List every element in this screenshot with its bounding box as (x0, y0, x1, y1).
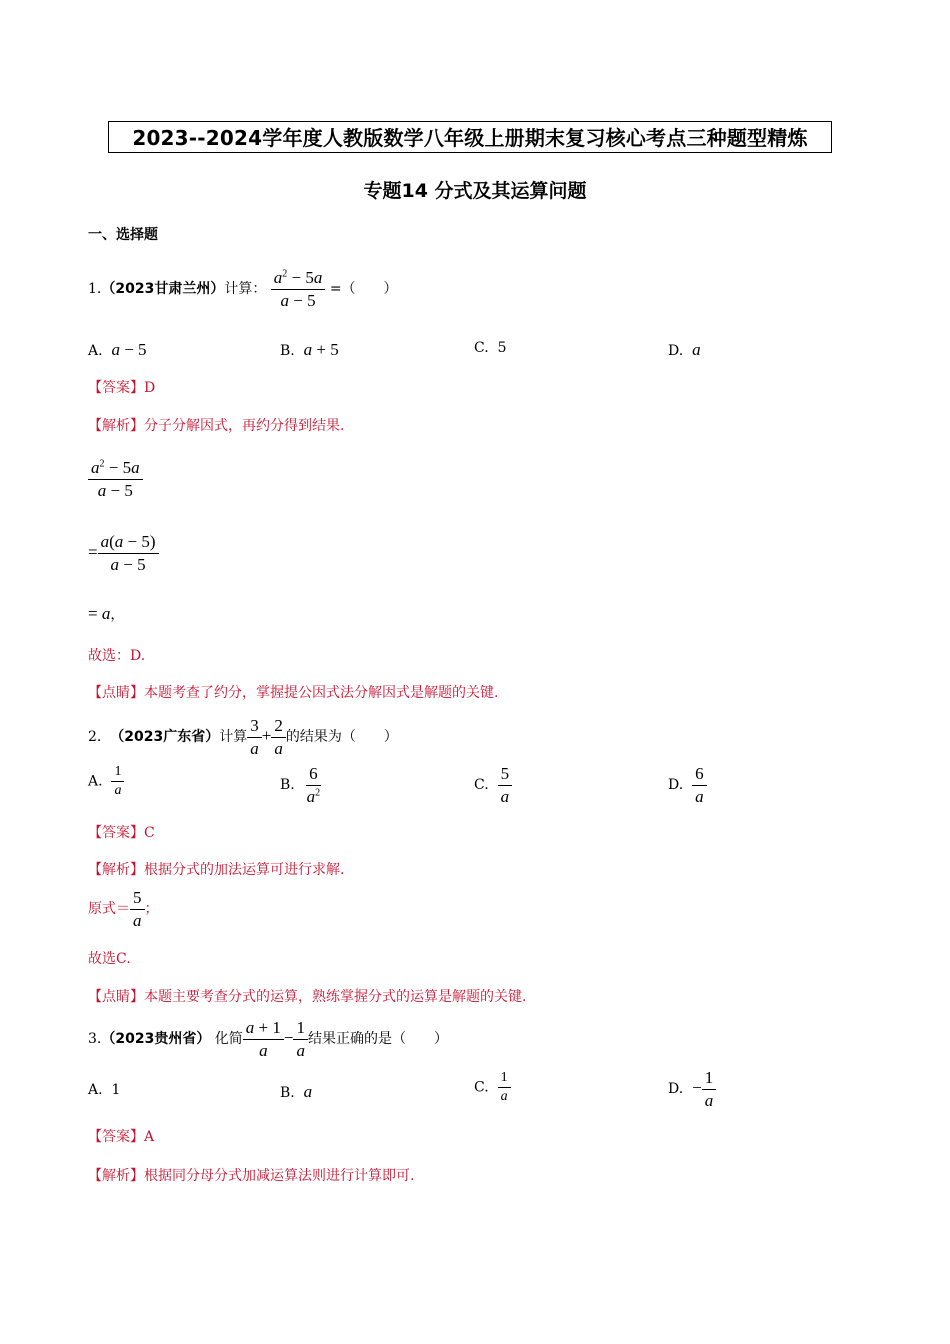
q1-blank: =（ ） (329, 281, 398, 298)
q1-number: 1. (88, 281, 102, 298)
q1-option-c: C. 5 (474, 340, 507, 356)
q1-text: 计算： (224, 281, 267, 298)
q1-analysis: 【解析】分子分解因式，再约分得到结果. (88, 418, 345, 434)
q1-fraction: $\frac{a^2 - 5a}{a - 5}$ (271, 268, 326, 310)
question-3: 3.（2023贵州省） 化简 $\frac{a + 1}{a}$ − $\frac{1}{a}$ 结果正确的是（ ） (88, 1018, 448, 1060)
q1-comment: 【点睛】本题考查了约分，掌握提公因式法分解因式是解题的关键. (88, 685, 499, 701)
q1-answer: 【答案】D (88, 380, 156, 396)
question-1 (88, 268, 398, 310)
q3-analysis: 【解析】根据同分母分式加减运算法则进行计算即可. (88, 1168, 415, 1184)
q1-option-a: A. a − 5 (88, 340, 147, 359)
q2-answer: 【答案】C (88, 825, 155, 841)
q1-step-1: $\frac{a^2 - 5a}{a - 5}$ (88, 458, 143, 500)
q1-option-b: B. a + 5 (280, 340, 339, 359)
q1-option-d: D. a (668, 340, 701, 359)
q2-conclusion: 故选C. (88, 951, 131, 967)
q2-option-a: A. $\frac{1}{a}$ (88, 764, 124, 799)
q3-answer: 【答案】A (88, 1129, 155, 1145)
question-2: 2. （2023广东省）计算 $\frac{3}{a}$ + $\frac{2}{a}$ 的结果为（ ） (88, 716, 398, 758)
q3-option-c: C. $\frac{1}{a}$ (474, 1070, 511, 1105)
q1-step-2: = $\frac{a(a - 5)}{a - 5}$ (88, 532, 159, 574)
q1-source: （2023甘肃兰州） (101, 281, 225, 298)
q1-conclusion: 故选：D. (88, 648, 146, 664)
q3-option-a: A. 1 (88, 1082, 121, 1098)
q2-option-b: B. $\frac{6}{a^2}$ (280, 764, 321, 806)
q2-analysis: 【解析】根据分式的加法运算可进行求解. (88, 862, 345, 878)
q2-step: 原式＝ $\frac{5}{a}$ ； (88, 888, 159, 930)
q2-comment: 【点睛】本题主要考查分式的运算，熟练掌握分式的运算是解题的关键. (88, 989, 527, 1005)
q2-option-c: C. $\frac{5}{a}$ (474, 764, 512, 806)
q3-option-b: B. a (280, 1082, 313, 1101)
section-heading: 一、选择题 (88, 227, 158, 243)
q2-option-d: D. $\frac{6}{a}$ (668, 764, 707, 806)
q3-option-d: D. − $\frac{1}{a}$ (668, 1068, 716, 1110)
q1-step-3: = a， (88, 604, 125, 623)
document-title: 2023--2024学年度人教版数学八年级上册期末复习核心考点三种题型精炼 (108, 121, 832, 153)
topic-subtitle: 专题14 分式及其运算问题 (363, 180, 587, 202)
